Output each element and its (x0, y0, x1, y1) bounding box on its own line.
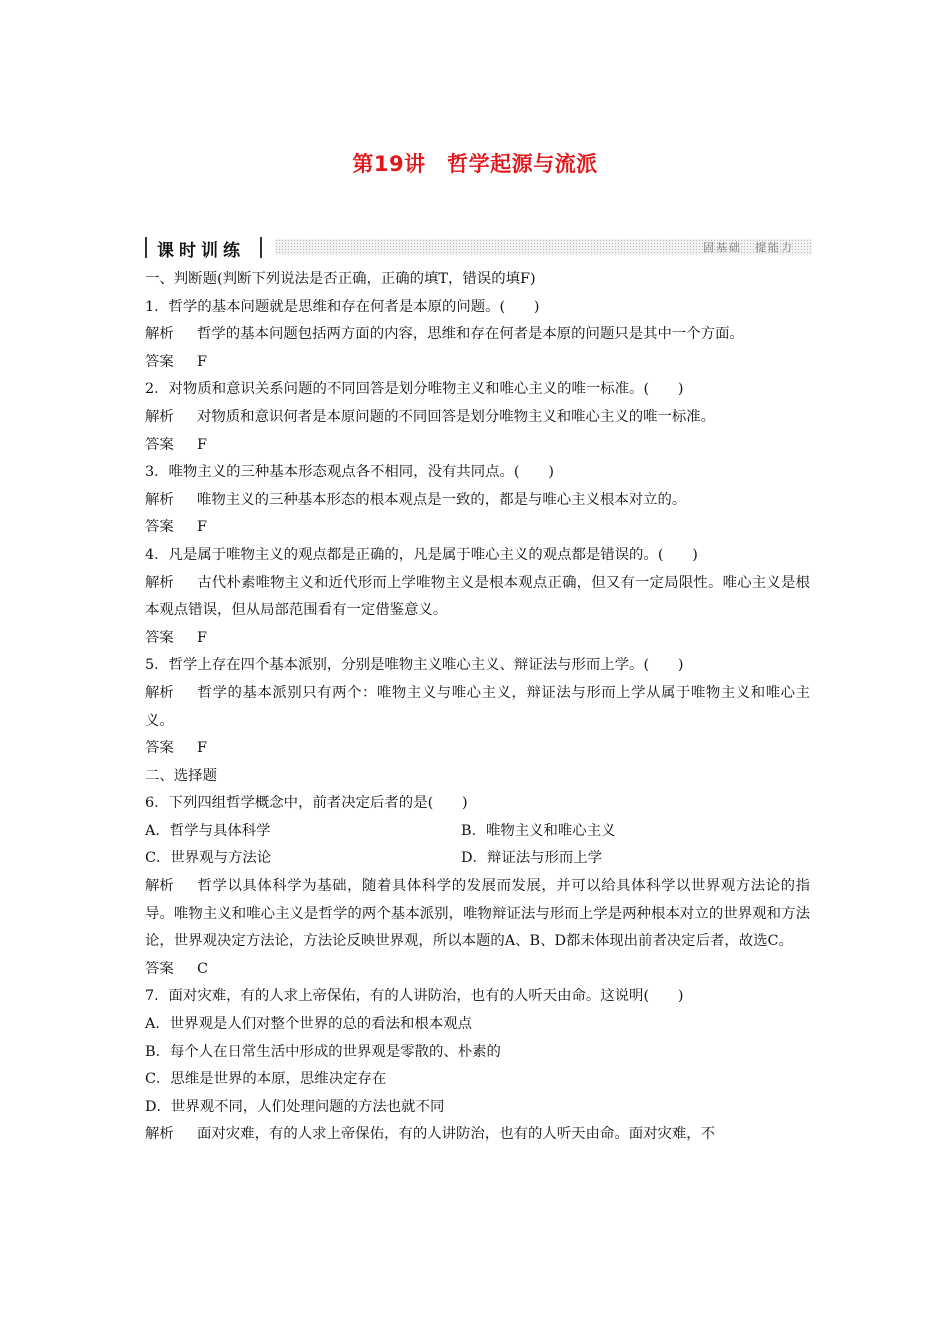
option-a: A．世界观是人们对整个世界的总的看法和根本观点 (145, 1016, 472, 1033)
question-5-analysis (145, 680, 810, 735)
analysis-text: 唯物主义的三种基本形态的根本观点是一致的，都是与唯心主义根本对立的。 (197, 491, 687, 508)
question-2-analysis (145, 404, 810, 432)
answer-value: F (197, 629, 207, 646)
question-3-analysis (145, 487, 810, 515)
question-7-stem: 7．面对灾难，有的人求上帝保佑，有的人讲防治，也有的人听天由命。这说明( ) (145, 988, 684, 1005)
analysis-label: 解析 (145, 574, 174, 591)
analysis-text: 面对灾难，有的人求上帝保佑，有的人讲防治，也有的人听天由命。面对灾难，不 (197, 1126, 716, 1143)
option-a: A．哲学与具体科学 (145, 822, 271, 839)
section-heading-judgement: 一、判断题(判断下列说法是否正确，正确的填T，错误的填F) (145, 271, 536, 287)
analysis-label: 解析 (145, 326, 174, 343)
answer-label: 答案 (145, 436, 174, 453)
question-2-answer (145, 432, 810, 460)
analysis-label: 解析 (145, 1126, 174, 1143)
analysis-text: 古代朴素唯物主义和近代形而上学唯物主义是根本观点正确，但又有一定局限性。唯心主义是根本观点错误，但从局部范围看有一定借鉴意义。 (145, 574, 810, 619)
question-4-analysis (145, 570, 810, 625)
question-1-stem: 1．哲学的基本问题就是思维和存在何者是本原的问题。( ) (145, 298, 540, 315)
banner-label: 课时训练 (157, 241, 245, 261)
analysis-label: 解析 (145, 878, 174, 895)
banner-right-bar (260, 237, 262, 258)
answer-value: F (197, 436, 207, 453)
question-3-answer (145, 514, 810, 542)
exercise-content (145, 266, 810, 1149)
question-3-stem: 3．唯物主义的三种基本形态观点各不相同，没有共同点。( ) (145, 464, 554, 481)
banner-tag: 固基础 提能力 (703, 241, 794, 254)
answer-value: F (197, 740, 207, 757)
question-6-options-row-2 (145, 845, 810, 873)
answer-value: C (197, 960, 209, 977)
answer-label: 答案 (145, 629, 174, 646)
option-b: B．每个人在日常生活中形成的世界观是零散的、朴素的 (145, 1043, 501, 1060)
option-c: C．思维是世界的本原，思维决定存在 (145, 1071, 387, 1088)
question-4-answer (145, 625, 810, 653)
analysis-text: 哲学的基本派别只有两个：唯物主义与唯心主义，辩证法与形而上学从属于唯物主义和唯心主义。 (145, 684, 810, 729)
analysis-text: 哲学以具体科学为基础，随着具体科学的发展而发展，并可以给具体科学以世界观方法论的指导。唯物主义和唯心主义是哲学的两个基本派别，唯物辩证法与形而上学是两种根本对立的世界观和方法论，世界观决定方法论，方法论反映世界观，所以本题的A、B、D都未体现出前者决定后者，故选C。 (145, 878, 810, 950)
answer-label: 答案 (145, 353, 174, 370)
answer-label: 答案 (145, 740, 174, 757)
question-4-stem: 4．凡是属于唯物主义的观点都是正确的，凡是属于唯心主义的观点都是错误的。( ) (145, 546, 698, 563)
answer-value: F (197, 353, 207, 370)
option-c: C．世界观与方法论 (145, 850, 272, 867)
question-5-stem: 5．哲学上存在四个基本派别，分别是唯物主义唯心主义、辩证法与形而上学。( ) (145, 657, 684, 674)
section-heading-choice: 二、选择题 (145, 767, 217, 784)
analysis-text: 哲学的基本问题包括两方面的内容，思维和存在何者是本原的问题只是其中一个方面。 (197, 326, 744, 343)
answer-value: F (197, 519, 207, 536)
question-6-analysis (145, 873, 810, 956)
analysis-text: 对物质和意识何者是本原问题的不同回答是划分唯物主义和唯心主义的唯一标准。 (197, 408, 716, 425)
question-6-answer (145, 956, 810, 984)
question-6-options-row-1 (145, 818, 810, 846)
section-banner (145, 235, 812, 260)
answer-label: 答案 (145, 960, 174, 977)
question-1-answer (145, 349, 810, 377)
analysis-label: 解析 (145, 684, 174, 701)
option-d: D．辩证法与形而上学 (461, 850, 603, 867)
analysis-label: 解析 (145, 408, 174, 425)
question-5-answer (145, 735, 810, 763)
option-d: D．世界观不同，人们处理问题的方法也就不同 (145, 1098, 445, 1115)
question-7-analysis (145, 1121, 810, 1149)
analysis-label: 解析 (145, 491, 174, 508)
question-2-stem: 2．对物质和意识关系问题的不同回答是划分唯物主义和唯心主义的唯一标准。( ) (145, 381, 684, 398)
page-title: 第19讲 哲学起源与流派 (352, 152, 598, 176)
question-6-stem: 6．下列四组哲学概念中，前者决定后者的是( ) (145, 795, 468, 812)
option-b: B．唯物主义和唯心主义 (461, 822, 616, 839)
question-1-analysis (145, 321, 810, 349)
banner-left-bar (145, 237, 147, 258)
answer-label: 答案 (145, 519, 174, 536)
